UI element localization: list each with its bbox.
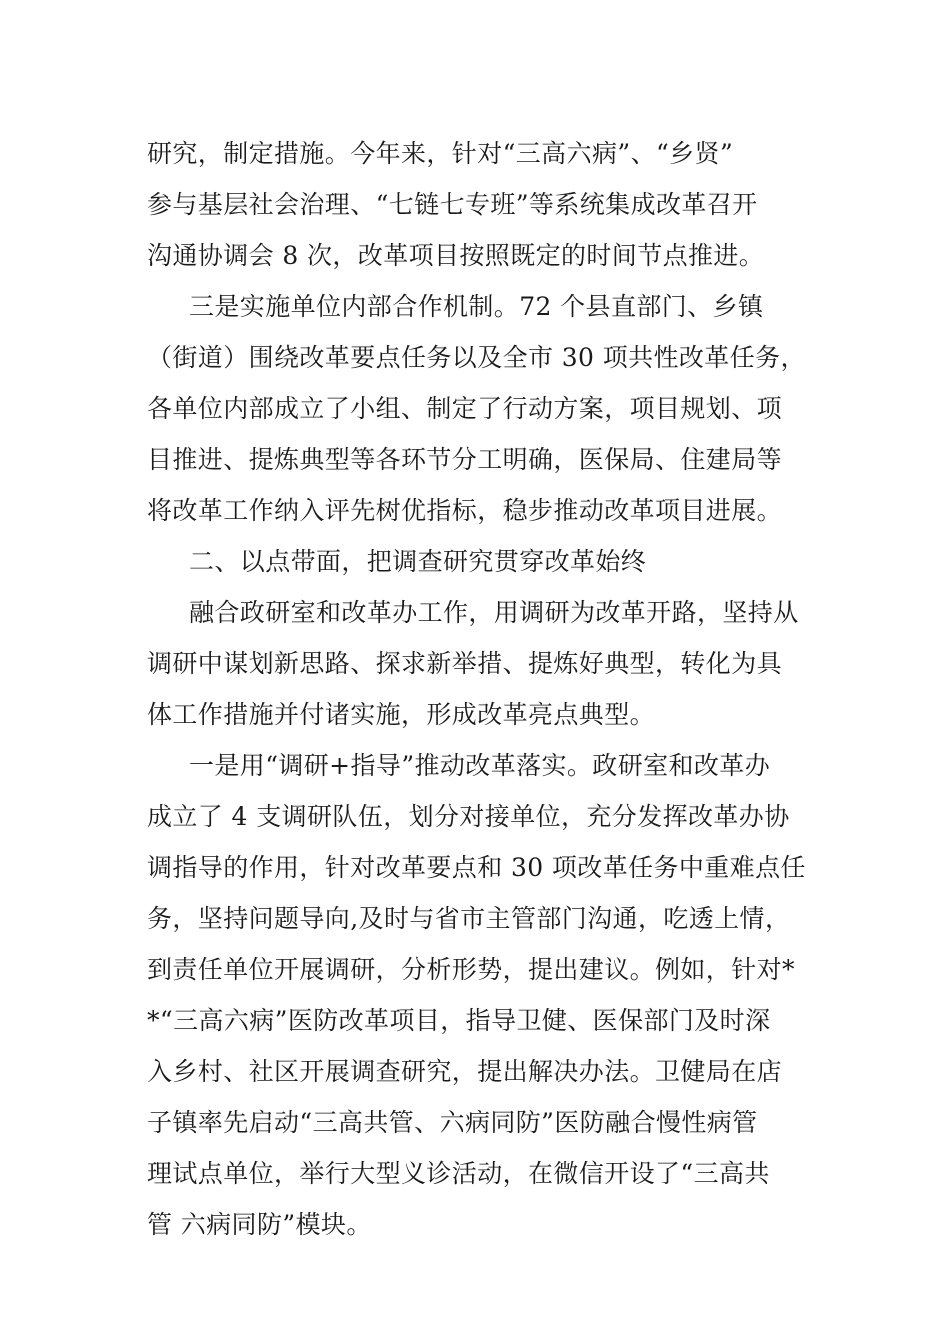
text-line: 各单位内部成立了小组、制定了行动方案，项目规划、项: [147, 394, 783, 423]
text-line: 参与基层社会治理、“七链七专班”等系统集成改革召开: [147, 190, 758, 219]
text-line: 入乡村、社区开展调查研究，提出解决办法。卫健局在店: [147, 1057, 783, 1086]
text-line: 成立了 4 支调研队伍，划分对接单位，充分发挥改革办协: [147, 802, 790, 831]
text-line: 理试点单位，举行大型义诊活动，在微信开设了“三高共: [147, 1159, 770, 1188]
text-line: 目推进、提炼典型等各环节分工明确，医保局、住建局等: [147, 445, 783, 474]
text-line: 体工作措施并付诸实施，形成改革亮点典型。: [147, 700, 656, 729]
text-line: （街道）围绕改革要点任务以及全市 30 项共性改革任务，: [147, 343, 806, 372]
text-line: 到责任单位开展调研，分析形势，提出建议。例如，针对*: [147, 955, 795, 984]
text-line: 管 六病同防”模块。: [147, 1210, 372, 1239]
document-body: [147, 128, 812, 1250]
section-heading: 二、以点带面，把调查研究贯穿改革始终: [189, 547, 647, 576]
text-line: 调指导的作用，针对改革要点和 30 项改革任务中重难点任: [147, 853, 806, 882]
text-line: *“三高六病”医防改革项目，指导卫健、医保部门及时深: [147, 1006, 771, 1035]
paragraph-start-line: 一是用“调研+指导”推动改革落实。政研室和改革办: [189, 751, 771, 780]
paragraph-start-line: 融合政研室和改革办工作，用调研为改革开路，坚持从: [189, 598, 799, 627]
paragraph-start-line: 三是实施单位内部合作机制。72 个县直部门、乡镇: [189, 292, 764, 321]
text-line: 将改革工作纳入评先树优指标，稳步推动改革项目进展。: [147, 496, 783, 525]
text-line: 调研中谋划新思路、探求新举措、提炼好典型，转化为具: [147, 649, 783, 678]
text-line: 沟通协调会 8 次，改革项目按照既定的时间节点推进。: [147, 241, 765, 270]
text-line: 子镇率先启动“三高共管、六病同防”医防融合慢性病管: [147, 1108, 758, 1137]
text-line: 研究，制定措施。今年来，针对“三高六病”、“乡贤”: [147, 139, 734, 168]
text-line: 务，坚持问题导向,及时与省市主管部门沟通，吃透上情，: [147, 904, 791, 933]
